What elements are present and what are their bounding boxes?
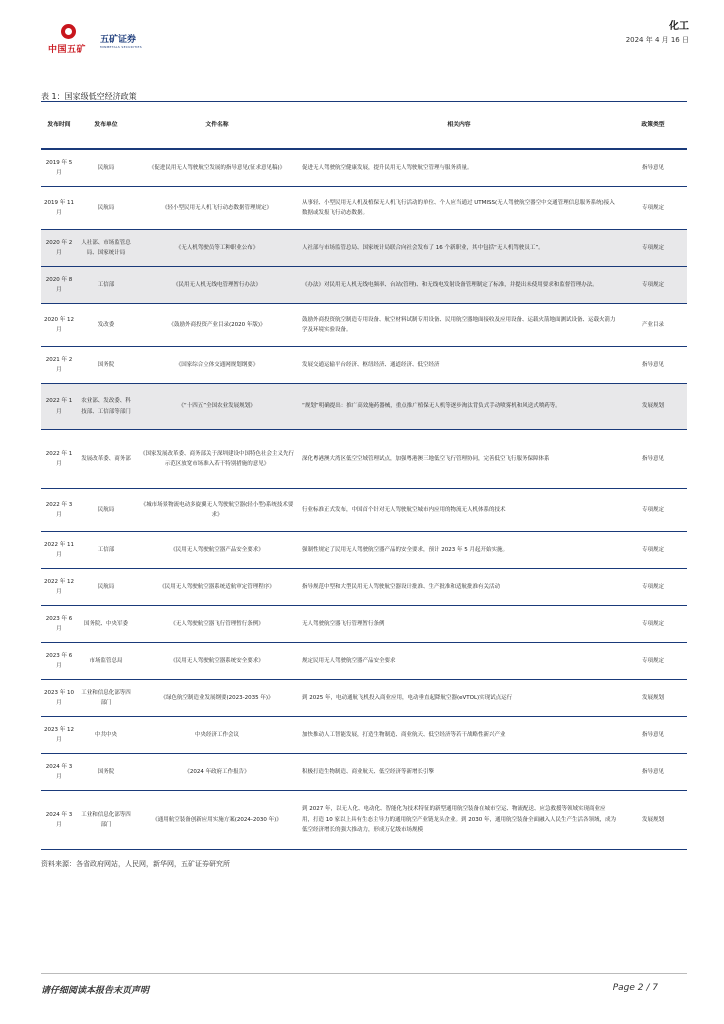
cell-publisher: 民航局	[77, 187, 135, 230]
cell-publisher: 民航局	[77, 569, 135, 606]
cell-type: 指导意见	[619, 717, 687, 754]
cell-content: 发展交通运输平台经济、枢纽经济、通道经济、低空经济	[299, 347, 619, 384]
cell-document: 《民用无人驾驶航空器系统安全要求》	[135, 643, 299, 680]
cell-publisher: 国务院、中央军委	[77, 606, 135, 643]
cell-content: 积极打造生物制造、商业航天、低空经济等新增长引擎	[299, 754, 619, 791]
cell-date: 2022 年 12 月	[41, 569, 77, 606]
table-row	[41, 791, 687, 850]
cell-type: 专项规定	[619, 267, 687, 304]
cell-type: 指导意见	[619, 149, 687, 187]
cell-content: 鼓励外商投资航空制造专用设备、航空材料试制专用设备、民用航空器地面接收及应用设备、运载火箭地面测试设备、运载火箭力学及环境实验设备。	[299, 304, 619, 347]
table-header-row	[41, 102, 687, 150]
table-row	[41, 347, 687, 384]
cell-publisher: 民航局	[77, 149, 135, 187]
cell-type: 专项规定	[619, 569, 687, 606]
table-row	[41, 384, 687, 430]
cell-type: 发展规划	[619, 384, 687, 430]
cell-content: 无人驾驶航空器飞行管理暂行条例	[299, 606, 619, 643]
cell-document: 《鼓励外商投资产业目录(2020 年版)》	[135, 304, 299, 347]
cell-type: 专项规定	[619, 187, 687, 230]
table-row	[41, 304, 687, 347]
table-row	[41, 569, 687, 606]
cell-publisher: 市场监管总局	[77, 643, 135, 680]
cell-date: 2019 年 11 月	[41, 187, 77, 230]
page-number: Page 2 / 7	[612, 983, 658, 993]
cell-document: 《民用无人机无线电管理暂行办法》	[135, 267, 299, 304]
cell-content: 人社部与市场监管总局、国家统计局联合向社会发布了 16 个新职业，其中包括“无人机驾驶员工”。	[299, 230, 619, 267]
table-source: 资料来源：各省政府网站，人民网，新华网，五矿证券研究所	[41, 860, 230, 868]
cell-publisher: 发改委	[77, 304, 135, 347]
cell-date: 2023 年 6 月	[41, 606, 77, 643]
table-row	[41, 606, 687, 643]
cell-publisher: 工信部	[77, 532, 135, 569]
cell-date: 2024 年 3 月	[41, 754, 77, 791]
cell-date: 2023 年 10 月	[41, 680, 77, 717]
cell-document: 《民用无人驾驶航空器系统适航审定管理程序》	[135, 569, 299, 606]
table-row	[41, 489, 687, 532]
cell-publisher: 工信部	[77, 267, 135, 304]
cell-document: 《国家综合立体交通网规划纲要》	[135, 347, 299, 384]
cell-date: 2023 年 6 月	[41, 643, 77, 680]
cell-publisher: 农业部、发改委、科技部、工信部等部门	[77, 384, 135, 430]
table-row	[41, 680, 687, 717]
cell-document: 《通用航空装备创新应用实施方案(2024-2030 年)》	[135, 791, 299, 850]
table-row	[41, 717, 687, 754]
table-row	[41, 149, 687, 187]
table-caption: 表 1：国家级低空经济政策	[41, 92, 137, 101]
cell-date: 2021 年 2 月	[41, 347, 77, 384]
cell-content: 《办法》对民用无人机无线电频率、台站(管理)、和无线电发射设备管理制定了标准，并提出未使用要求和监督管理办法。	[299, 267, 619, 304]
cell-type: 产业目录	[619, 304, 687, 347]
cell-type: 专项规定	[619, 532, 687, 569]
cell-publisher: 发展改革委、商务部	[77, 430, 135, 489]
cell-content: 从事轻、小型民用无人机及植保无人机飞行活动的单位、个人应当通过 UTMISS(无人驾驶航空器空中交通管理信息服务系统)接入数据或发报飞行动态数据。	[299, 187, 619, 230]
cell-content: 加快推动人工智能发展，打造生物制造、商业航天、低空经济等若干战略性新兴产业	[299, 717, 619, 754]
column-header: 政策类型	[619, 102, 687, 150]
cell-document: 《民用无人驾驶航空器产品安全要求》	[135, 532, 299, 569]
table-row	[41, 267, 687, 304]
cell-type: 指导意见	[619, 430, 687, 489]
cell-document: 《无人机驾驶员等工种职业公布》	[135, 230, 299, 267]
column-header: 相关内容	[299, 102, 619, 150]
cell-content: 促进无人驾驶航空健康发展，提升民用无人驾驶航空管理与服务质量。	[299, 149, 619, 187]
industry-label: 化工	[669, 21, 689, 32]
brand-name-en: MINMETALS SECURITIES	[100, 45, 142, 49]
cell-document: 《城市场景物流电动多旋翼无人驾驶航空器(轻小型)系统技术要求》	[135, 489, 299, 532]
policy-table	[41, 101, 687, 850]
cell-document: 《2024 年政府工作报告》	[135, 754, 299, 791]
table-row	[41, 430, 687, 489]
footer-divider	[41, 973, 687, 974]
cell-document: 《促进民用无人驾驶航空发展的指导意见(征求意见稿)》	[135, 149, 299, 187]
column-header: 文件名称	[135, 102, 299, 150]
column-header: 发布单位	[77, 102, 135, 150]
logo-emblem-icon	[61, 24, 76, 39]
cell-content: 深化粤港澳大湾区低空空域管理试点，加强粤港澳三地低空飞行管理协同，完善低空飞行服务保障体系	[299, 430, 619, 489]
table-row	[41, 643, 687, 680]
cell-document: 中央经济工作会议	[135, 717, 299, 754]
cell-publisher: 国务院	[77, 754, 135, 791]
cell-content: 到 2027 年，以无人化、电动化、智能化为技术特征的新型通用航空装备在城市空运、物流配送、应急救援等领域实现商业应用，打造 10 家以上具有生态主导力的通用航空产业链龙头企业。到 2030 年，通用航空装备全面融入人民生产生活各领域，成为低空经济增长的强大推动力，形成万亿级市场规模	[299, 791, 619, 850]
cell-document: 《“十四五”全国农业发展规划》	[135, 384, 299, 430]
cell-publisher: 国务院	[77, 347, 135, 384]
cell-date: 2022 年 1 月	[41, 384, 77, 430]
cell-type: 专项规定	[619, 606, 687, 643]
table-row	[41, 187, 687, 230]
cell-type: 发展规划	[619, 791, 687, 850]
cell-content: “规划”明确提出：推广高效施药器械，重点推广植保无人机等逐步淘汰背负式手动喷雾机和风送式喷药等。	[299, 384, 619, 430]
cell-content: 指导规范中型和大型民用无人驾驶航空器设计批准、生产批准和适航批准有关活动	[299, 569, 619, 606]
cell-publisher: 工业和信息化部等四部门	[77, 680, 135, 717]
cell-type: 发展规划	[619, 680, 687, 717]
footer-disclaimer: 请仔细阅读本报告末页声明	[41, 986, 150, 996]
column-header: 发布时间	[41, 102, 77, 150]
cell-date: 2024 年 3 月	[41, 791, 77, 850]
cell-date: 2023 年 12 月	[41, 717, 77, 754]
cell-date: 2020 年 2 月	[41, 230, 77, 267]
cell-document: 《国家发展改革委、商务部关于深圳建设中国特色社会主义先行示范区放宽市场准入若干特别措施的意见》	[135, 430, 299, 489]
cell-content: 到 2025 年，电动通航飞机投入商业应用，电动垂直起降航空器(eVTOL)实现试点运行	[299, 680, 619, 717]
cell-date: 2020 年 8 月	[41, 267, 77, 304]
cell-document: 《轻小型民用无人机飞行动态数据管理规定》	[135, 187, 299, 230]
table-row	[41, 230, 687, 267]
cell-publisher: 民航局	[77, 489, 135, 532]
cell-type: 指导意见	[619, 347, 687, 384]
cell-publisher: 中共中央	[77, 717, 135, 754]
cell-content: 行业标准正式发布，中国首个针对无人驾驶航空城市内应用的物流无人机体系的技术	[299, 489, 619, 532]
cell-type: 专项规定	[619, 643, 687, 680]
cell-type: 指导意见	[619, 754, 687, 791]
logo-cn-text: 中国五矿	[48, 45, 87, 55]
cell-publisher: 工业和信息化部等四部门	[77, 791, 135, 850]
table-row	[41, 532, 687, 569]
table-row	[41, 754, 687, 791]
report-date: 2024 年 4 月 16 日	[625, 36, 689, 44]
cell-type: 专项规定	[619, 489, 687, 532]
cell-date: 2022 年 3 月	[41, 489, 77, 532]
cell-publisher: 人社部、市场监管总局、国家统计局	[77, 230, 135, 267]
cell-date: 2022 年 11 月	[41, 532, 77, 569]
cell-document: 《无人驾驶航空器飞行管理暂行条例》	[135, 606, 299, 643]
cell-date: 2022 年 1 月	[41, 430, 77, 489]
cell-content: 规定民用无人驾驶航空器产品安全要求	[299, 643, 619, 680]
cell-document: 《绿色航空制造业发展纲要(2023-2035 年)》	[135, 680, 299, 717]
company-logo	[44, 24, 164, 58]
cell-type: 专项规定	[619, 230, 687, 267]
cell-date: 2019 年 5 月	[41, 149, 77, 187]
cell-content: 强制性规定了民用无人驾驶航空器产品的安全要求，预计 2023 年 5 月起开始实施。	[299, 532, 619, 569]
brand-name: 五矿证券	[100, 35, 137, 45]
cell-date: 2020 年 12 月	[41, 304, 77, 347]
